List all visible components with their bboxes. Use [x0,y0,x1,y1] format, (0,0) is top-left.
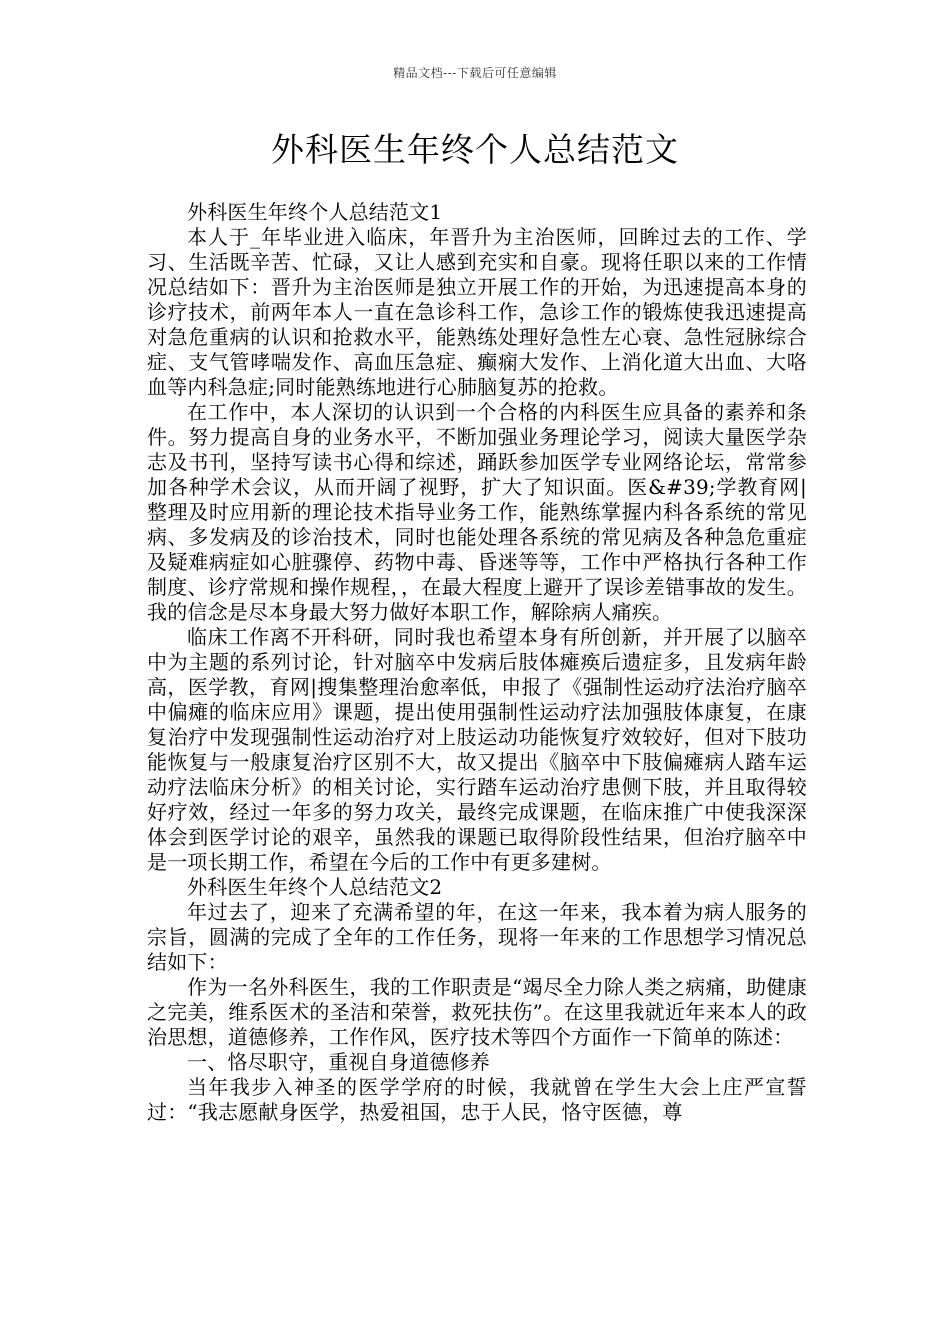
section-heading-1: 外科医生年终个人总结范文1 [187,200,443,224]
paragraph: 作为一名外科医生，我的工作职责是“竭尽全力除人类之病痛，助健康之完美，维系医术的圣洁和荣誉，救死扶伤”。在这里我就近年来本人的政治思想，道德修养，工作作风，医疗技术等四个方面作一下简单的陈述： [147,975,807,1049]
document-title: 外科医生年终个人总结范文 [271,130,679,169]
paragraph: 临床工作离不开科研，同时我也希望本身有所创新，并开展了以脑卒中为主题的系列讨论，针对脑卒中发病后肢体瘫痪后遗症多，且发病年龄高，医学教，育网|搜集整理治愈率低，申报了《强制性运动疗法治疗脑卒中偏瘫的临床应用》课题，提出使用强制性运动疗法加强肢体康复，在康复治疗中发现强制性运动治疗对上肢运动功能恢复疗效较好，但对下肢功能恢复与一般康复治疗区别不大，故又提出《脑卒中下肢偏瘫病人踏车运动疗法临床分析》的相关讨论，实行踏车运动治疗患侧下肢，并且取得较好疗效，经过一年多的努力攻关，最终完成课题，在临床推广中使我深深体会到医学讨论的艰辛，虽然我的课题已取得阶段性结果，但治疗脑卒中是一项长期工作，希望在今后的工作中有更多建树。 [147,625,807,874]
document-body [147,200,807,1125]
paragraph: 当年我步入神圣的医学学府的时候，我就曾在学生大会上庄严宣誓过：“我志愿献身医学，热爱祖国，忠于人民，恪守医德，尊 [147,1075,807,1124]
paragraph: 在工作中，本人深切的认识到一个合格的内科医生应具备的素养和条件。努力提高自身的业务水平，不断加强业务理论学习，阅读大量医学杂志及书刊，坚持写读书心得和综述，踊跃参加医学专业网络论坛，常常参加各种学术会议，从而开阔了视野，扩大了知识面。医&#39;学教育网|整理及时应用新的理论技术指导业务工作，能熟练掌握内科各系统的常见病、多发病及的诊治技术，同时也能处理各系统的常见病及各种急危重症及疑难病症如心脏骤停、药物中毒、昏迷等等，工作中严格执行各种工作制度、诊疗常规和操作规程，，在最大程度上避开了误诊差错事故的发生。我的信念是尽本身最大努力做好本职工作，解除病人痛疾。 [147,400,807,624]
section-heading-2: 外科医生年终个人总结范文2 [187,875,443,899]
paragraph: 本人于_年毕业进入临床，年晋升为主治医师，回眸过去的工作、学习、生活既辛苦、忙碌，又让人感到充实和自豪。现将任职以来的工作情况总结如下：晋升为主治医师是独立开展工作的开始，为迅速提高本身的诊疗技术，前两年本人一直在急诊科工作，急诊工作的锻炼使我迅速提高对急危重病的认识和抢救水平，能熟练处理好急性左心衰、急性冠脉综合症、支气管哮喘发作、高血压急症、癫痫大发作、上消化道大出血、大咯血等内科急症;同时能熟练地进行心肺脑复苏的抢救。 [147,225,807,399]
header-note: 精品文档---下载后可任意编辑 [393,66,557,80]
subsection-heading: 一、恪尽职守，重视自身道德修养 [187,1050,490,1074]
paragraph: 年过去了，迎来了充满希望的年，在这一年来，我本着为病人服务的宗旨，圆满的完成了全年的工作任务，现将一年来的工作思想学习情况总结如下： [147,900,807,974]
